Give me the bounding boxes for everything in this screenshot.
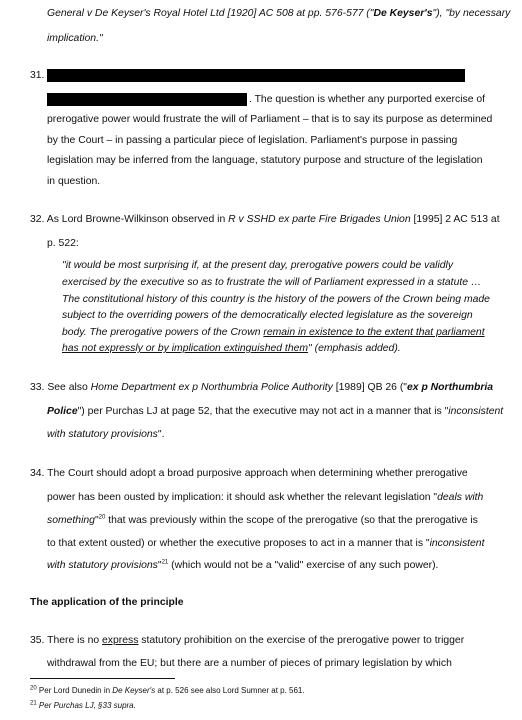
case-short-name: ex p Northumbria bbox=[407, 382, 494, 393]
section-heading: The application of the principle bbox=[30, 597, 184, 608]
quote-text: " (emphasis added). bbox=[308, 343, 401, 354]
para-34-line-5: with statutory provisions"$^{21}$ (which would not be a "valid" exercise of any such power). bbox=[47, 559, 439, 571]
para-34-line-3: something"$^{20}$ that was previously within the scope of the prerogative (so that the prerogative is bbox=[47, 514, 478, 526]
footnote-text: at p. 526 see also Lord Sumner at p. 561. bbox=[155, 686, 305, 695]
footnote-ref[interactable]: 21 bbox=[161, 559, 169, 566]
para-33-line-3 bbox=[47, 429, 164, 440]
para-32-text: As Lord Browne-Wilkinson observed in bbox=[46, 214, 229, 225]
quoted-phrase: deals with bbox=[437, 492, 484, 503]
para-31-line-2: prerogative power would frustrate the will of Parliament – that is to say its purpose as determined bbox=[47, 114, 493, 125]
quote-line bbox=[62, 327, 485, 338]
footnote-ref[interactable]: 20 bbox=[98, 514, 106, 521]
para-34-line-2 bbox=[47, 492, 483, 503]
para-32-number: 32. bbox=[30, 214, 45, 225]
quoted-phrase: inconsistent bbox=[448, 406, 504, 417]
underlined-text: has not expressly or by implication extinguished them bbox=[62, 343, 309, 354]
citation-tail: "), "by necessary bbox=[432, 8, 511, 19]
para-33-line-1 bbox=[30, 382, 493, 393]
para-31-line-4: legislation may be inferred from the language, statutory purpose and structure of the legislation bbox=[47, 155, 483, 166]
carryover-line-2: implication." bbox=[47, 33, 103, 44]
para-35-number: 35. bbox=[30, 635, 45, 646]
quote-line: The constitutional history of this country is the history of the powers of the Crown being made bbox=[62, 294, 490, 305]
para-33-number: 33. bbox=[30, 382, 45, 393]
para-32-line-1 bbox=[30, 214, 500, 225]
para-34-number: 34. bbox=[30, 468, 45, 479]
quote-text: body. The prerogative powers of the Crown bbox=[62, 327, 264, 338]
para-34-text: that was previously within the scope of the prerogative (so that the prerogative is bbox=[105, 515, 478, 526]
underlined-text: remain in existence to the extent that parliament bbox=[263, 327, 485, 338]
para-34-text: The Court should adopt a broad purposive approach when determining whether prerogative bbox=[47, 468, 468, 479]
underlined-text: express bbox=[102, 635, 139, 646]
case-short-name: De Keyser's bbox=[373, 8, 433, 19]
para-35-text: There is no bbox=[47, 635, 103, 646]
footnote-20 bbox=[30, 686, 305, 695]
quote-line: "it would be most surprising if, at the present day, prerogative powers could be validly bbox=[62, 260, 454, 271]
para-33-text: ") per Purchas LJ at page 52, that the executive may not act in a manner that is " bbox=[77, 406, 449, 417]
quoted-phrase: with statutory provisions bbox=[47, 560, 158, 571]
quoted-phrase: with statutory provisions bbox=[47, 429, 158, 440]
para-32-line-2: p. 522: bbox=[47, 238, 79, 249]
footnote-21 bbox=[30, 701, 136, 710]
redaction-bar bbox=[47, 93, 247, 106]
case-citation: R v SSHD ex parte Fire Brigades Union bbox=[228, 214, 411, 225]
carryover-line-1 bbox=[47, 8, 510, 19]
footnote-number: 20 bbox=[30, 685, 37, 692]
quote-line: subject to the overriding powers of the democratically elected legislature as the sovereign bbox=[62, 310, 473, 321]
para-34-line-4 bbox=[47, 538, 484, 549]
footnote-number: 21 bbox=[30, 700, 37, 707]
para-31-line-1: . The question is whether any purported exercise of bbox=[249, 94, 486, 105]
case-short-name: De Keyser's bbox=[112, 686, 156, 695]
redaction-bar bbox=[47, 69, 465, 82]
footnote-text: Per Purchas LJ, §33 supra. bbox=[36, 701, 136, 710]
case-short-name: Police bbox=[47, 406, 78, 417]
case-citation: Home Department ex p Northumbria Police Authority bbox=[90, 382, 333, 393]
para-33-line-2 bbox=[47, 406, 503, 417]
footnote-text: Per Lord Dunedin in bbox=[36, 686, 113, 695]
para-34-line-1 bbox=[30, 468, 468, 479]
citation-text: [1920] AC 508 at pp. 576-577 (" bbox=[224, 8, 374, 19]
quoted-phrase: something bbox=[47, 515, 95, 526]
case-citation: General v De Keyser's Royal Hotel Ltd bbox=[47, 8, 225, 19]
para-31-number: 31. bbox=[30, 70, 45, 81]
para-34-text: power has been ousted by implication: it should ask whether the relevant legislation " bbox=[47, 492, 438, 503]
quote-line bbox=[62, 343, 401, 354]
citation-text: [1989] QB 26 (" bbox=[332, 382, 407, 393]
para-31-line-3: by the Court – in passing a particular piece of legislation. Parliament's purpose in passing bbox=[47, 135, 458, 146]
para-35-line-2: withdrawal from the EU; but there are a number of pieces of primary legislation by which bbox=[47, 658, 452, 669]
footnote-separator bbox=[30, 678, 175, 679]
para-35-text: statutory prohibition on the exercise of the prerogative power to trigger bbox=[138, 635, 465, 646]
para-34-text: (which would not be a "valid" exercise of any such power). bbox=[168, 560, 439, 571]
citation-text: [1995] 2 AC 513 at bbox=[410, 214, 500, 225]
para-33-text: See also bbox=[47, 382, 91, 393]
para-33-text: ". bbox=[157, 429, 165, 440]
para-31-line-5: in question. bbox=[47, 176, 101, 187]
para-34-text: to that extent ousted) or whether the executive proposes to act in a manner that is " bbox=[47, 538, 430, 549]
quoted-phrase: inconsistent bbox=[429, 538, 485, 549]
quote-line: exercised by the executive so as to frustrate the will of Parliament expressed in a statute … bbox=[62, 277, 482, 288]
para-35-line-1 bbox=[30, 635, 464, 646]
